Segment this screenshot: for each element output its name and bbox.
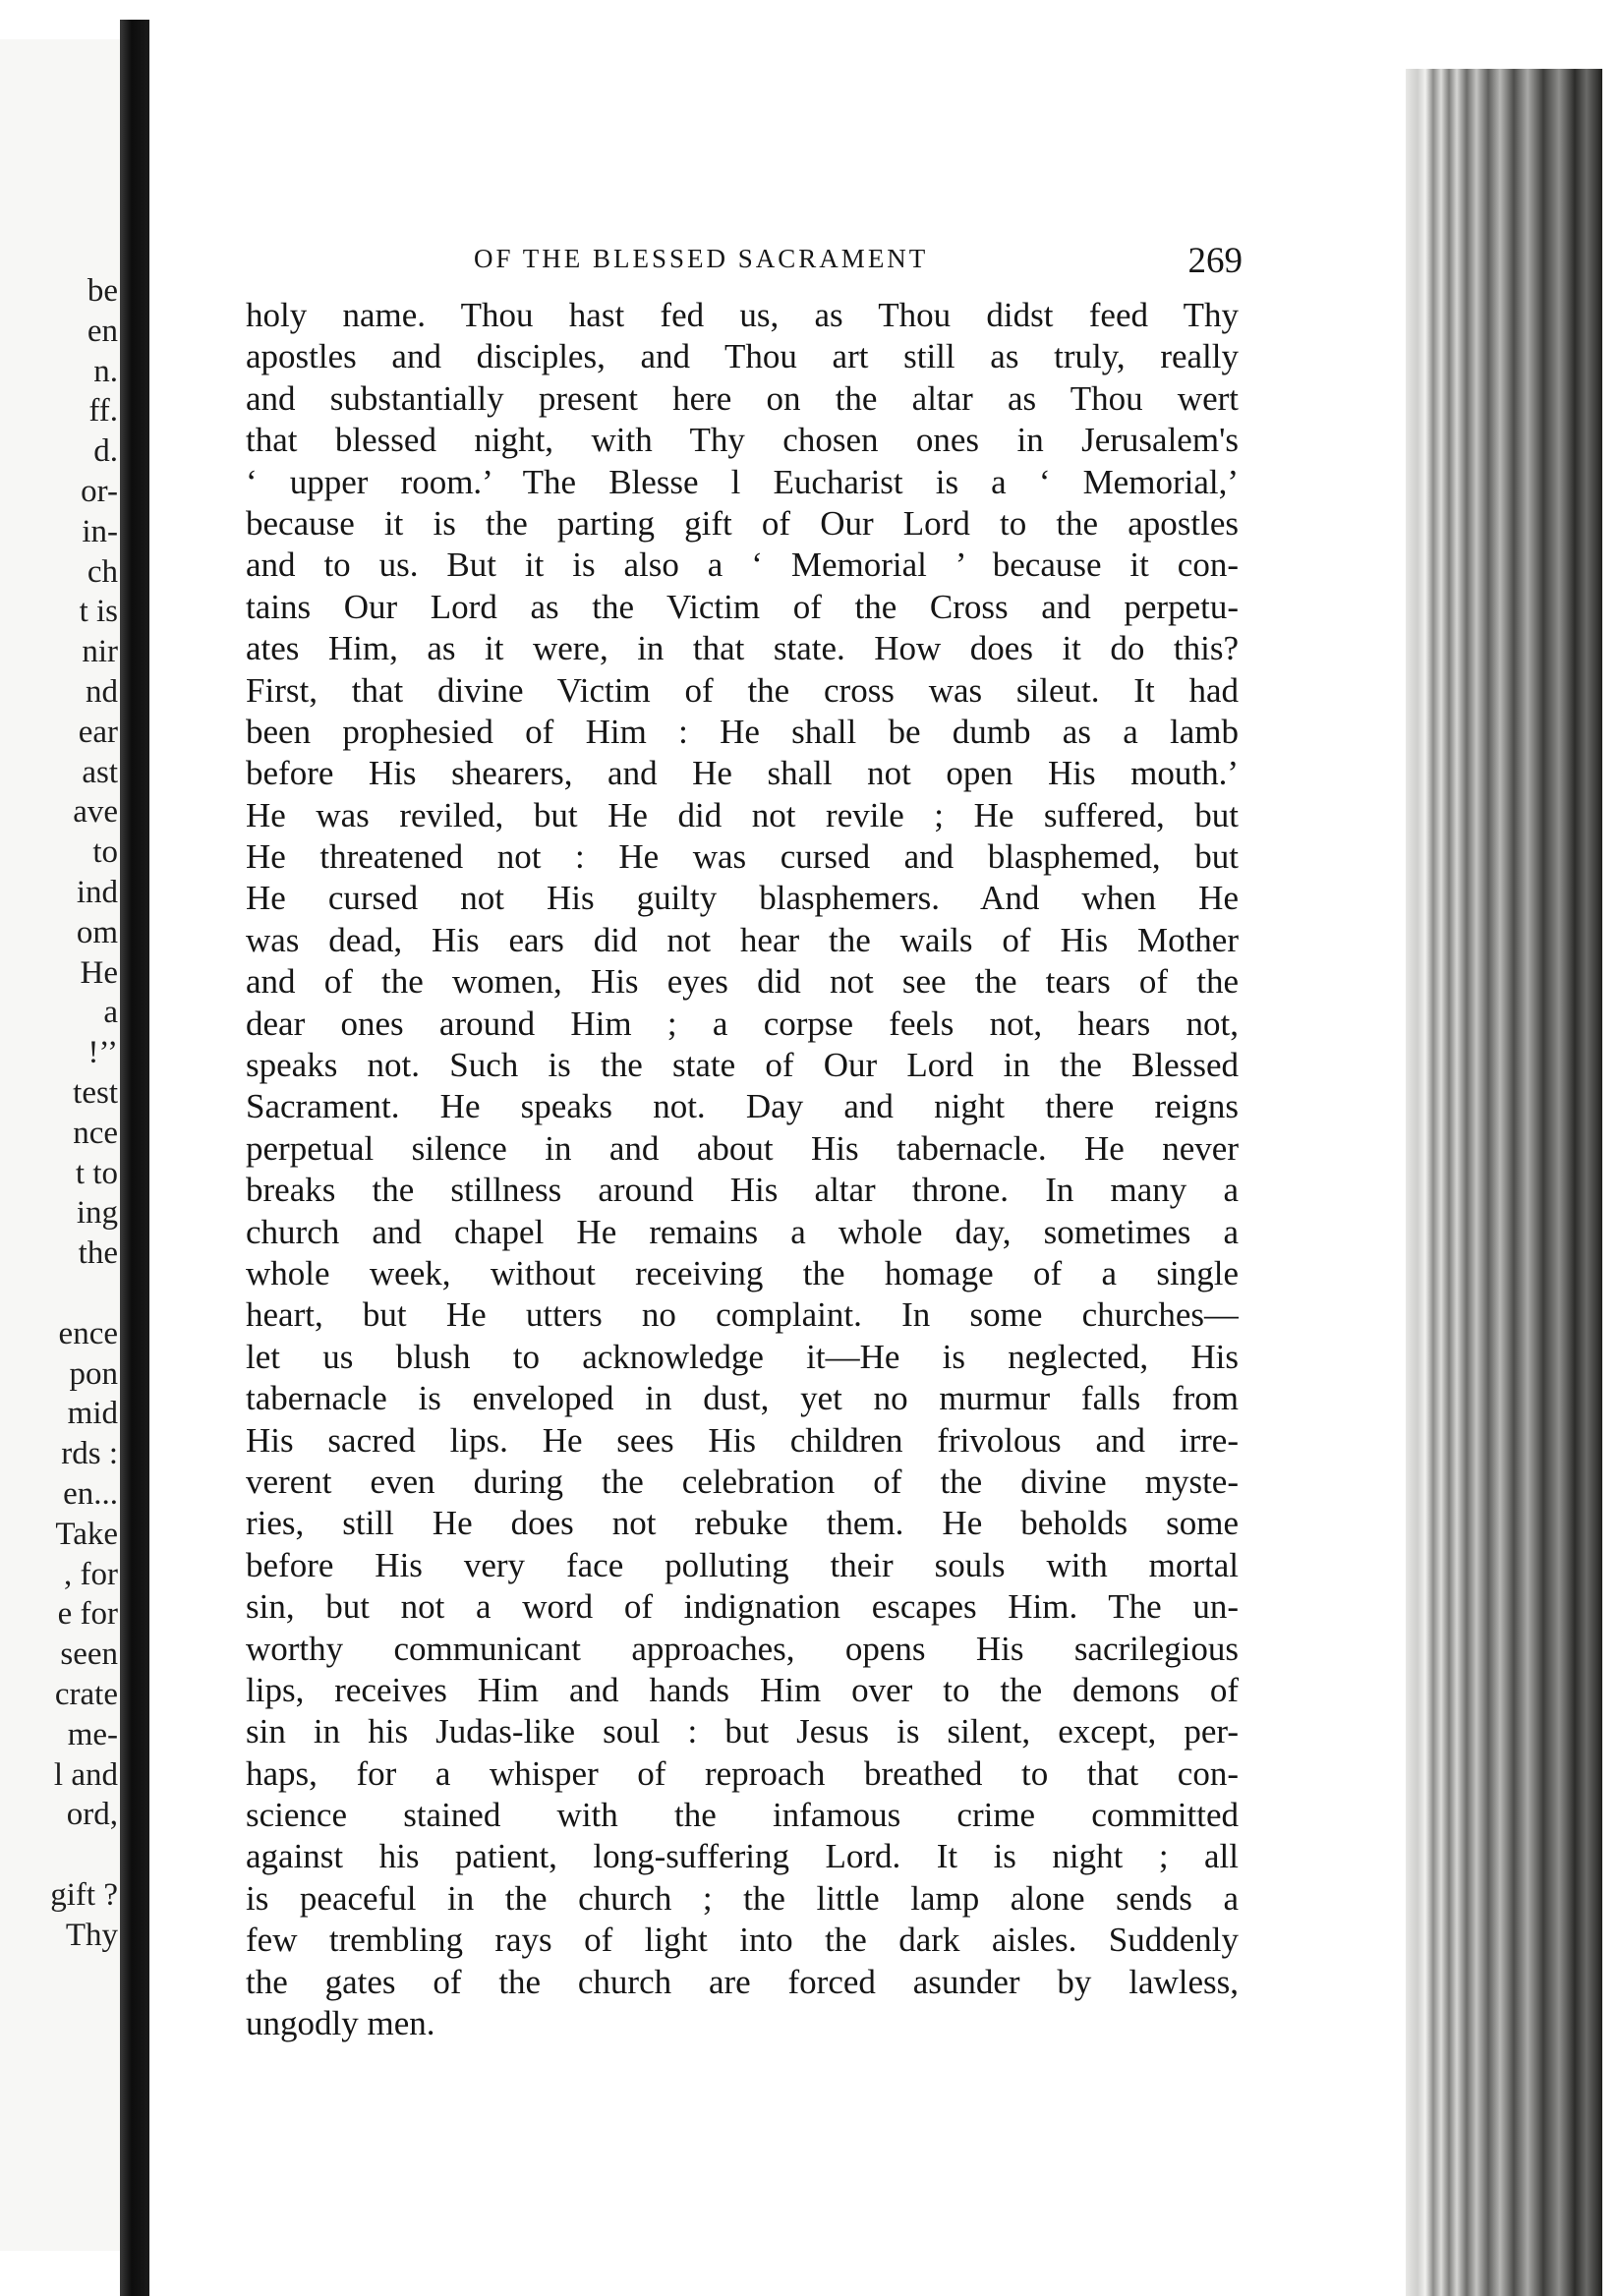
text-line: ates Him, as it were, in that state. How does it do this? <box>246 629 1239 668</box>
left-page-fragment: the <box>78 1235 118 1272</box>
text-line: that blessed night, with Thy chosen ones in Jerusalem's <box>246 421 1239 460</box>
text-line: worthy communicant approaches, opens His sacrilegious <box>246 1629 1239 1668</box>
text-line: against his patient, long-suffering Lord. It is night ; all <box>246 1837 1239 1876</box>
text-line: ungodly men. <box>246 2004 435 2043</box>
text-line: First, that divine Victim of the cross was sileut. It had <box>246 670 1239 710</box>
text-line: let us blush to acknowledge it—He is neglected, His <box>246 1337 1239 1376</box>
text-line: the gates of the church are forced asunder by lawless, <box>246 1962 1239 2001</box>
text-line: dear ones around Him ; a corpse feels not, hears not, <box>246 1004 1239 1043</box>
text-line: few trembling rays of light into the dark aisles. Suddenly <box>246 1921 1239 1960</box>
text-line: church and chapel He remains a whole day, sometimes a <box>246 1212 1239 1251</box>
left-page-fragment: seen <box>60 1636 118 1673</box>
left-page-fragment: test <box>73 1075 118 1111</box>
left-page-fragment: ing <box>76 1195 118 1232</box>
left-page-fragment: to <box>92 834 118 871</box>
text-line: is peaceful in the church ; the little lamp alone sends a <box>246 1878 1239 1918</box>
left-page-fragment: or- <box>81 474 118 509</box>
left-page-fragment: d. <box>93 433 118 470</box>
text-line: verent even during the celebration of the divine myste- <box>246 1462 1239 1501</box>
left-page-fragment: be <box>87 273 118 309</box>
text-line: breaks the stillness around His altar throne. In many a <box>246 1171 1239 1210</box>
text-line: before His shearers, and He shall not open His mouth.’ <box>246 754 1239 793</box>
left-page-fragment: ence <box>58 1315 118 1351</box>
left-page-fragment: ch <box>87 553 118 590</box>
text-line: and of the women, His eyes did not see the tears of the <box>246 962 1239 1002</box>
text-line: ries, still He does not rebuke them. He beholds some <box>246 1504 1239 1543</box>
left-page-fragment: mid <box>67 1396 118 1432</box>
left-page-fragment: en... <box>63 1476 118 1512</box>
left-page-fragment: nir <box>82 634 118 670</box>
running-head: OF THE BLESSED SACRAMENT <box>474 244 929 273</box>
page-edges <box>1406 69 1602 2296</box>
text-line: tabernacle is enveloped in dust, yet no murmur falls from <box>246 1379 1239 1418</box>
text-line: He was reviled, but He did not revile ; He suffered, but <box>246 795 1239 834</box>
left-page-fragment: t is <box>79 594 118 630</box>
left-page-fragment: ave <box>73 794 118 831</box>
body-text <box>246 295 1239 2044</box>
text-line: lips, receives Him and hands Him over to the demons of <box>246 1670 1239 1709</box>
left-page-fragment: He <box>80 954 118 991</box>
text-line: tains Our Lord as the Victim of the Cross and perpetu- <box>246 587 1239 626</box>
page-number: 269 <box>1187 241 1243 281</box>
left-page-fragment: Take <box>55 1516 118 1552</box>
text-line: ‘ upper room.’ The Blesse l Eucharist is a ‘ Memorial,’ <box>246 462 1239 501</box>
left-page-fragment: ast <box>82 754 118 790</box>
left-page-fragment: nce <box>73 1115 118 1151</box>
left-page-fragment: pon <box>69 1355 118 1392</box>
left-page-fragment: Thy <box>65 1917 118 1953</box>
book-gutter <box>120 20 149 2296</box>
text-line: science stained with the infamous crime committed <box>246 1796 1239 1835</box>
page-header <box>246 241 1307 283</box>
left-page-fragment: me- <box>67 1716 118 1752</box>
text-line: was dead, His ears did not hear the wails of His Mother <box>246 920 1239 959</box>
left-page-fragment: ff. <box>88 393 118 430</box>
left-page-fragment: gift ? <box>50 1877 118 1913</box>
text-line: He cursed not His guilty blasphemers. And when He <box>246 879 1239 918</box>
left-page-fragment: rds : <box>61 1436 118 1472</box>
text-line: He threatened not : He was cursed and blasphemed, but <box>246 837 1239 877</box>
left-page-fragment: crate <box>54 1677 118 1712</box>
text-line: holy name. Thou hast fed us, as Thou didst feed Thy <box>246 296 1239 334</box>
text-line: sin in his Judas-like soul : but Jesus is silent, except, per- <box>246 1712 1239 1751</box>
text-line: Sacrament. He speaks not. Day and night there reigns <box>246 1087 1239 1126</box>
left-page-fragment: !’’ <box>87 1035 118 1071</box>
text-line: apostles and disciples, and Thou art still as truly, really <box>246 337 1239 376</box>
left-page-fragment: l and <box>53 1756 118 1793</box>
left-page-fragment: ear <box>78 714 118 750</box>
left-page-fragment: , for <box>64 1556 118 1592</box>
text-line: whole week, without receiving the homage of a single <box>246 1253 1239 1292</box>
text-line: and substantially present here on the altar as Thou wert <box>246 378 1239 418</box>
left-page-fragment: ind <box>76 875 118 910</box>
left-page-fragment: en <box>87 313 118 349</box>
text-line: because it is the parting gift of Our Lord to the apostles <box>246 503 1239 543</box>
text-line: speaks not. Such is the state of Our Lord in the Blessed <box>246 1046 1239 1085</box>
text-line: and to us. But it is also a ‘ Memorial ’ because it con- <box>246 545 1239 585</box>
text-line: sin, but not a word of indignation escapes Him. The un- <box>246 1587 1239 1627</box>
left-page-fragment: nd <box>86 674 118 710</box>
text-line: before His very face polluting their souls with mortal <box>246 1545 1239 1584</box>
left-page-fragment: e for <box>57 1596 118 1633</box>
left-page-fragment: n. <box>93 353 118 389</box>
text-line: His sacred lips. He sees His children frivolous and irre- <box>246 1420 1239 1460</box>
text-line: perpetual silence in and about His tabernacle. He never <box>246 1128 1239 1168</box>
text-line: been prophesied of Him : He shall be dumb as a lamb <box>246 712 1239 751</box>
left-page-fragment: ord, <box>66 1797 118 1833</box>
left-page-fragment: a <box>103 995 118 1031</box>
left-facing-page <box>0 39 126 2251</box>
text-line: heart, but He utters no complaint. In some churches— <box>246 1295 1239 1335</box>
left-page-fragment: om <box>76 914 118 950</box>
text-line: haps, for a whisper of reproach breathed to that con- <box>246 1753 1239 1793</box>
left-page-fragment: t to <box>75 1155 118 1191</box>
left-page-fragment: in- <box>82 513 118 549</box>
